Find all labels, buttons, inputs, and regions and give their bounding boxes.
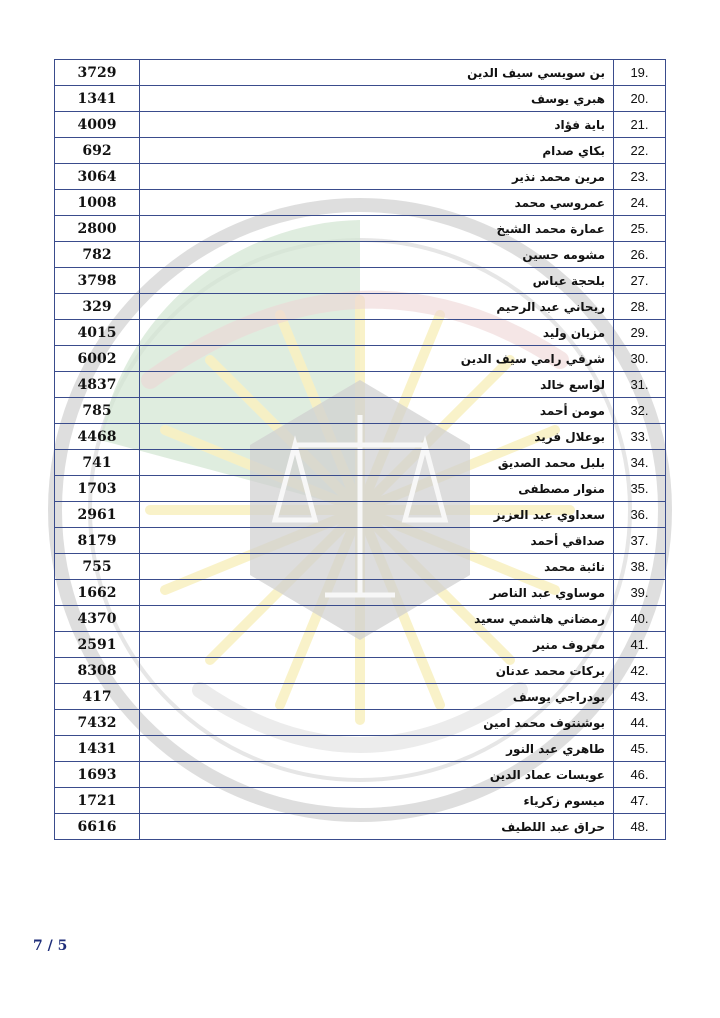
- value-cell: 4370: [55, 606, 140, 632]
- page-number: 7 / 5: [33, 938, 68, 954]
- row-number-cell: 44.: [614, 710, 666, 736]
- row-number-cell: 26.: [614, 242, 666, 268]
- value-cell: 2800: [55, 216, 140, 242]
- row-number-cell: 23.: [614, 164, 666, 190]
- name-cell: حراق عبد اللطيف: [140, 814, 614, 840]
- value-cell: 782: [55, 242, 140, 268]
- name-cell: معروف منير: [140, 632, 614, 658]
- name-cell: صداقي أحمد: [140, 528, 614, 554]
- table-row: [55, 476, 666, 502]
- name-cell: موساوي عبد الناصر: [140, 580, 614, 606]
- table-row: [55, 528, 666, 554]
- row-number-cell: 19.: [614, 60, 666, 86]
- row-number-cell: 39.: [614, 580, 666, 606]
- value-cell: 417: [55, 684, 140, 710]
- row-number-cell: 36.: [614, 502, 666, 528]
- name-cell: طاهري عبد النور: [140, 736, 614, 762]
- value-cell: 1721: [55, 788, 140, 814]
- value-cell: 1008: [55, 190, 140, 216]
- name-cell: بركات محمد عدنان: [140, 658, 614, 684]
- row-number-cell: 25.: [614, 216, 666, 242]
- name-cell: سعداوي عبد العزيز: [140, 502, 614, 528]
- row-number-cell: 38.: [614, 554, 666, 580]
- value-cell: 4009: [55, 112, 140, 138]
- value-cell: 1341: [55, 86, 140, 112]
- name-cell: شرفي رامي سيف الدين: [140, 346, 614, 372]
- row-number-cell: 31.: [614, 372, 666, 398]
- table-row: [55, 242, 666, 268]
- table-row: [55, 320, 666, 346]
- row-number-cell: 24.: [614, 190, 666, 216]
- name-cell: مومن أحمد: [140, 398, 614, 424]
- row-number-cell: 46.: [614, 762, 666, 788]
- value-cell: 2591: [55, 632, 140, 658]
- row-number-cell: 37.: [614, 528, 666, 554]
- table-row: [55, 502, 666, 528]
- table-row: [55, 814, 666, 840]
- table-row: [55, 606, 666, 632]
- name-cell: بكاي صدام: [140, 138, 614, 164]
- value-cell: 692: [55, 138, 140, 164]
- results-table: [54, 59, 666, 840]
- table-row: [55, 112, 666, 138]
- row-number-cell: 34.: [614, 450, 666, 476]
- value-cell: 1431: [55, 736, 140, 762]
- value-cell: 4468: [55, 424, 140, 450]
- name-cell: بلبل محمد الصديق: [140, 450, 614, 476]
- row-number-cell: 32.: [614, 398, 666, 424]
- value-cell: 785: [55, 398, 140, 424]
- value-cell: 2961: [55, 502, 140, 528]
- results-table-container: [54, 59, 666, 840]
- row-number-cell: 43.: [614, 684, 666, 710]
- table-row: [55, 86, 666, 112]
- value-cell: 6002: [55, 346, 140, 372]
- name-cell: عويسات عماد الدين: [140, 762, 614, 788]
- table-row: [55, 736, 666, 762]
- table-row: [55, 60, 666, 86]
- table-row: [55, 632, 666, 658]
- value-cell: 8308: [55, 658, 140, 684]
- table-row: [55, 372, 666, 398]
- table-row: [55, 554, 666, 580]
- table-row: [55, 268, 666, 294]
- table-row: [55, 190, 666, 216]
- name-cell: بن سويسي سيف الدين: [140, 60, 614, 86]
- table-row: [55, 684, 666, 710]
- name-cell: عمارة محمد الشيخ: [140, 216, 614, 242]
- table-row: [55, 450, 666, 476]
- name-cell: مشومه حسين: [140, 242, 614, 268]
- row-number-cell: 27.: [614, 268, 666, 294]
- table-row: [55, 580, 666, 606]
- name-cell: بوشنتوف محمد امين: [140, 710, 614, 736]
- row-number-cell: 21.: [614, 112, 666, 138]
- value-cell: 4015: [55, 320, 140, 346]
- row-number-cell: 40.: [614, 606, 666, 632]
- name-cell: منوار مصطفى: [140, 476, 614, 502]
- value-cell: 8179: [55, 528, 140, 554]
- name-cell: ريحاني عبد الرحيم: [140, 294, 614, 320]
- row-number-cell: 20.: [614, 86, 666, 112]
- table-row: [55, 424, 666, 450]
- value-cell: 3798: [55, 268, 140, 294]
- name-cell: ميسوم زكرياء: [140, 788, 614, 814]
- name-cell: هبري يوسف: [140, 86, 614, 112]
- row-number-cell: 35.: [614, 476, 666, 502]
- value-cell: 1662: [55, 580, 140, 606]
- row-number-cell: 30.: [614, 346, 666, 372]
- name-cell: نائبة محمد: [140, 554, 614, 580]
- row-number-cell: 28.: [614, 294, 666, 320]
- row-number-cell: 33.: [614, 424, 666, 450]
- table-row: [55, 398, 666, 424]
- name-cell: رمضاني هاشمي سعيد: [140, 606, 614, 632]
- table-row: [55, 164, 666, 190]
- table-row: [55, 346, 666, 372]
- name-cell: لواسع خالد: [140, 372, 614, 398]
- row-number-cell: 48.: [614, 814, 666, 840]
- value-cell: 1703: [55, 476, 140, 502]
- value-cell: 4837: [55, 372, 140, 398]
- table-row: [55, 216, 666, 242]
- value-cell: 3729: [55, 60, 140, 86]
- value-cell: 755: [55, 554, 140, 580]
- table-row: [55, 762, 666, 788]
- row-number-cell: 29.: [614, 320, 666, 346]
- value-cell: 3064: [55, 164, 140, 190]
- name-cell: بودراجي يوسف: [140, 684, 614, 710]
- value-cell: 741: [55, 450, 140, 476]
- row-number-cell: 47.: [614, 788, 666, 814]
- name-cell: بلحجة عباس: [140, 268, 614, 294]
- name-cell: باية فؤاد: [140, 112, 614, 138]
- row-number-cell: 41.: [614, 632, 666, 658]
- name-cell: عمروسي محمد: [140, 190, 614, 216]
- table-row: [55, 788, 666, 814]
- table-row: [55, 658, 666, 684]
- table-row: [55, 294, 666, 320]
- value-cell: 329: [55, 294, 140, 320]
- name-cell: بوعلال فريد: [140, 424, 614, 450]
- table-row: [55, 138, 666, 164]
- value-cell: 6616: [55, 814, 140, 840]
- name-cell: مرين محمد نذير: [140, 164, 614, 190]
- row-number-cell: 22.: [614, 138, 666, 164]
- value-cell: 7432: [55, 710, 140, 736]
- name-cell: مزيان وليد: [140, 320, 614, 346]
- row-number-cell: 42.: [614, 658, 666, 684]
- value-cell: 1693: [55, 762, 140, 788]
- table-row: [55, 710, 666, 736]
- row-number-cell: 45.: [614, 736, 666, 762]
